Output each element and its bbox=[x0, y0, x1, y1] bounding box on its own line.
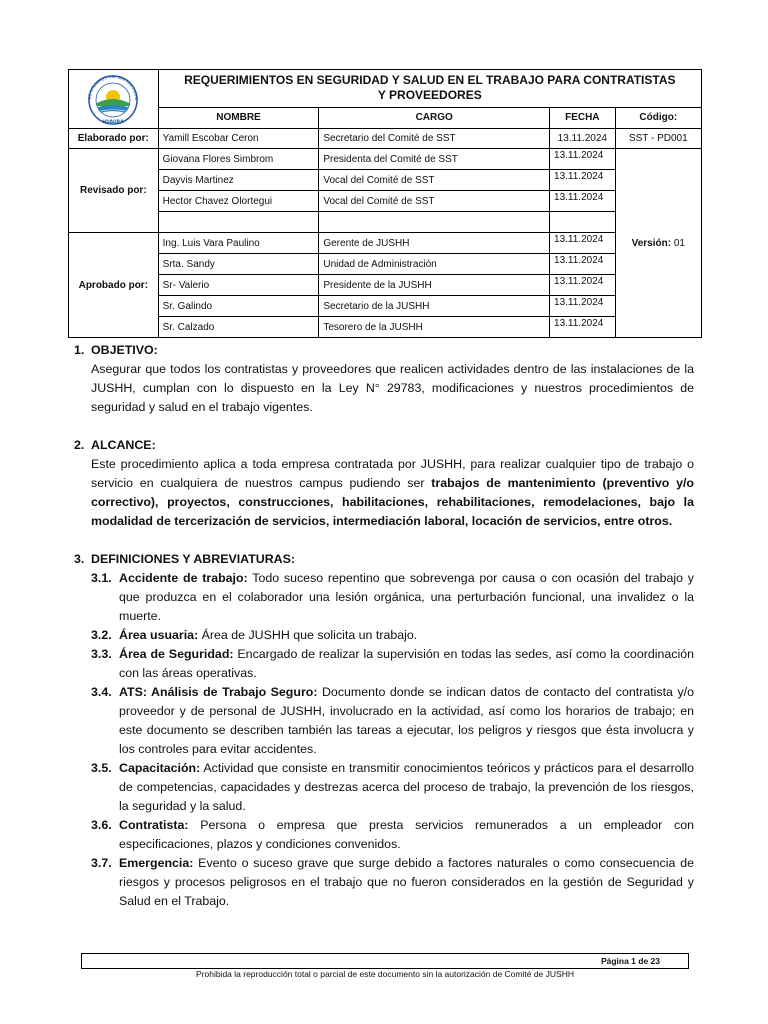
aprobado-nombre: Sr- Valerio bbox=[158, 275, 319, 296]
revisado-fecha: 13.11.2024 bbox=[550, 170, 616, 191]
revisado-nombre-empty bbox=[158, 212, 319, 233]
codigo-value: SST - PD001 bbox=[615, 129, 701, 149]
definition-item bbox=[91, 816, 694, 854]
aprobado-fecha: 13.11.2024 bbox=[550, 254, 616, 275]
definition-item bbox=[91, 569, 694, 626]
revisado-nombre: Hector Chavez Olortegui bbox=[158, 191, 319, 212]
definition-item bbox=[91, 854, 694, 911]
definition-term: Accidente de trabajo: bbox=[119, 571, 248, 585]
section-alcance-heading bbox=[74, 436, 694, 455]
definition-number: 3.1. bbox=[91, 571, 112, 585]
definition-item bbox=[91, 683, 694, 759]
version-value: 01 bbox=[673, 237, 685, 249]
definition-number: 3.2. bbox=[91, 628, 112, 642]
section-number: 3. bbox=[74, 552, 85, 566]
definition-item bbox=[91, 759, 694, 816]
jushh-logo-icon bbox=[83, 70, 143, 128]
document-title bbox=[158, 70, 701, 108]
section-title: DEFINICIONES Y ABREVIATURAS: bbox=[91, 552, 296, 566]
revisado-nombre: Giovana Flores Simbrom bbox=[158, 149, 319, 170]
revisado-label: Revisado por: bbox=[69, 149, 159, 233]
alcance-bold-text: trabajos de mantenimiento (preventivo y/o correctivo), proyectos, construcciones, habilitaciones, rehabilitaciones, remodelaciones, bajo la modalidad de tercerización de servicios, intermediación laboral, locación de servicios, entre otros. bbox=[91, 476, 694, 528]
document-body bbox=[74, 341, 694, 911]
definition-text: Evento o suceso grave que surge debido a factores naturales o como consecuencia de riesgos y procesos peligrosos en el trabajo que no fueron considerados en la gestión de Seguridad y Salud en el Trabajo. bbox=[119, 856, 694, 908]
title-line-2: Y PROVEEDORES bbox=[377, 88, 482, 103]
page-number-box bbox=[81, 953, 689, 969]
definition-term: ATS: Análisis de Trabajo Seguro: bbox=[119, 685, 318, 699]
definition-number: 3.3. bbox=[91, 647, 112, 661]
alcance-plain-text: Este procedimiento aplica a toda empresa contratada por JUSHH, para realizar cualquier tipo de trabajo o servicio en cualquiera de nuestros campus pudiendo ser bbox=[91, 457, 694, 490]
version-label: Versión: bbox=[631, 237, 672, 249]
definition-text: Persona o empresa que presta servicios remunerados a un empleador con especificaciones, plazos y condiciones convenidos. bbox=[119, 818, 694, 851]
section-number: 2. bbox=[74, 438, 85, 452]
section-objetivo-text: Asegurar que todos los contratistas y proveedores que realicen actividades dentro de las instalaciones de la JUSHH, cumplan con lo dispuesto en la Ley N° 29783, modificaciones y nuestros procedimientos de seguridad y salud en el trabajo vigentes. bbox=[91, 362, 694, 414]
definition-text: Actividad que consiste en transmitir conocimientos teóricos y prácticos para el desarrollo de competencias, capacidades y destrezas acerca del proceso de trabajo, la prevención de los riesgos, la seguridad y la salud. bbox=[119, 761, 694, 813]
title-line-1: REQUERIMIENTOS EN SEGURIDAD Y SALUD EN EL TRABAJO PARA CONTRATISTAS bbox=[184, 73, 676, 88]
aprobado-cargo: Unidad de Administración bbox=[319, 254, 550, 275]
definition-number: 3.7. bbox=[91, 856, 112, 870]
elaborado-cargo: Secretario del Comité de SST bbox=[319, 129, 550, 149]
definition-term: Área usuaria: bbox=[119, 628, 199, 642]
definition-number: 3.5. bbox=[91, 761, 112, 775]
aprobado-cargo: Tesorero de la JUSHH bbox=[319, 317, 550, 338]
elaborado-nombre: Yamill Escobar Ceron bbox=[158, 129, 319, 149]
definition-term: Área de Seguridad: bbox=[119, 647, 234, 661]
col-header-nombre: NOMBRE bbox=[158, 107, 319, 128]
logo-cell bbox=[69, 70, 159, 129]
definition-item bbox=[91, 626, 694, 645]
definition-text: Todo suceso repentino que sobrevenga por causa o con ocasión del trabajo y que produzca en el colaborador una lesión orgánica, una perturbación funcional, una invalidez o la muerte. bbox=[119, 571, 695, 623]
aprobado-fecha: 13.11.2024 bbox=[550, 317, 616, 338]
definition-number: 3.6. bbox=[91, 818, 112, 832]
aprobado-nombre: Sr. Calzado bbox=[158, 317, 319, 338]
logo-bottom-text: HUAURA bbox=[102, 120, 124, 125]
footer-note: Prohibida la reproducción total o parcial de este documento sin la autorización de Comité de JUSHH bbox=[196, 969, 574, 979]
col-header-fecha: FECHA bbox=[550, 107, 616, 128]
section-alcance-text bbox=[91, 455, 694, 531]
aprobado-nombre: Sr. Galindo bbox=[158, 296, 319, 317]
revisado-fecha: 13.11.2024 bbox=[550, 149, 616, 170]
aprobado-label: Aprobado por: bbox=[69, 233, 159, 338]
section-objetivo-heading bbox=[74, 341, 694, 360]
definition-term: Capacitación: bbox=[119, 761, 201, 775]
definition-text: Área de JUSHH que solicita un trabajo. bbox=[198, 628, 418, 642]
revisado-cargo: Presidenta del Comité de SST bbox=[319, 149, 550, 170]
section-title: ALCANCE: bbox=[91, 438, 156, 452]
aprobado-fecha: 13.11.2024 bbox=[550, 296, 616, 317]
aprobado-cargo: Secretario de la JUSHH bbox=[319, 296, 550, 317]
version-cell bbox=[615, 149, 701, 338]
aprobado-cargo: Presidente de la JUSHH bbox=[319, 275, 550, 296]
aprobado-fecha: 13.11.2024 bbox=[550, 233, 616, 254]
definition-term: Emergencia: bbox=[119, 856, 194, 870]
elaborado-label: Elaborado por: bbox=[69, 129, 159, 149]
revisado-fecha-empty bbox=[550, 212, 616, 233]
aprobado-cargo: Gerente de JUSHH bbox=[319, 233, 550, 254]
section-definiciones-heading bbox=[74, 550, 694, 569]
revisado-cargo: Vocal del Comité de SST bbox=[319, 170, 550, 191]
aprobado-fecha: 13.11.2024 bbox=[550, 275, 616, 296]
section-title: OBJETIVO: bbox=[91, 343, 158, 357]
col-header-cargo: CARGO bbox=[319, 107, 550, 128]
definition-term: Contratista: bbox=[119, 818, 189, 832]
definition-text: Encargado de realizar la supervisión en todas las sedes, así como la coordinación con las áreas operativas. bbox=[119, 647, 694, 680]
logo-ring-text: DE USUARIOS DEL SECTOR HIDRÁ bbox=[87, 73, 140, 101]
aprobado-nombre: Srta. Sandy bbox=[158, 254, 319, 275]
definition-text: Documento donde se indican datos de contacto del contratista y/o proveedor y de personal de JUSHH, involucrado en la actividad, así como los horarios de trabajo; en este documento se describen también las tareas a ejecutar, los peligros y riesgos que ésta involucra y los controles para evitar accidentes. bbox=[119, 685, 694, 756]
revisado-nombre: Dayvis Martinez bbox=[158, 170, 319, 191]
revisado-fecha: 13.11.2024 bbox=[550, 191, 616, 212]
col-header-codigo: Código: bbox=[615, 107, 701, 128]
elaborado-fecha: 13.11.2024 bbox=[550, 129, 616, 149]
page-number: Página 1 de 23 bbox=[600, 956, 660, 966]
document-header-table bbox=[68, 69, 702, 338]
definition-number: 3.4. bbox=[91, 685, 112, 699]
section-number: 1. bbox=[74, 343, 85, 357]
aprobado-nombre: Ing. Luis Vara Paulino bbox=[158, 233, 319, 254]
revisado-cargo-empty bbox=[319, 212, 550, 233]
definition-item bbox=[91, 645, 694, 683]
revisado-cargo: Vocal del Comité de SST bbox=[319, 191, 550, 212]
